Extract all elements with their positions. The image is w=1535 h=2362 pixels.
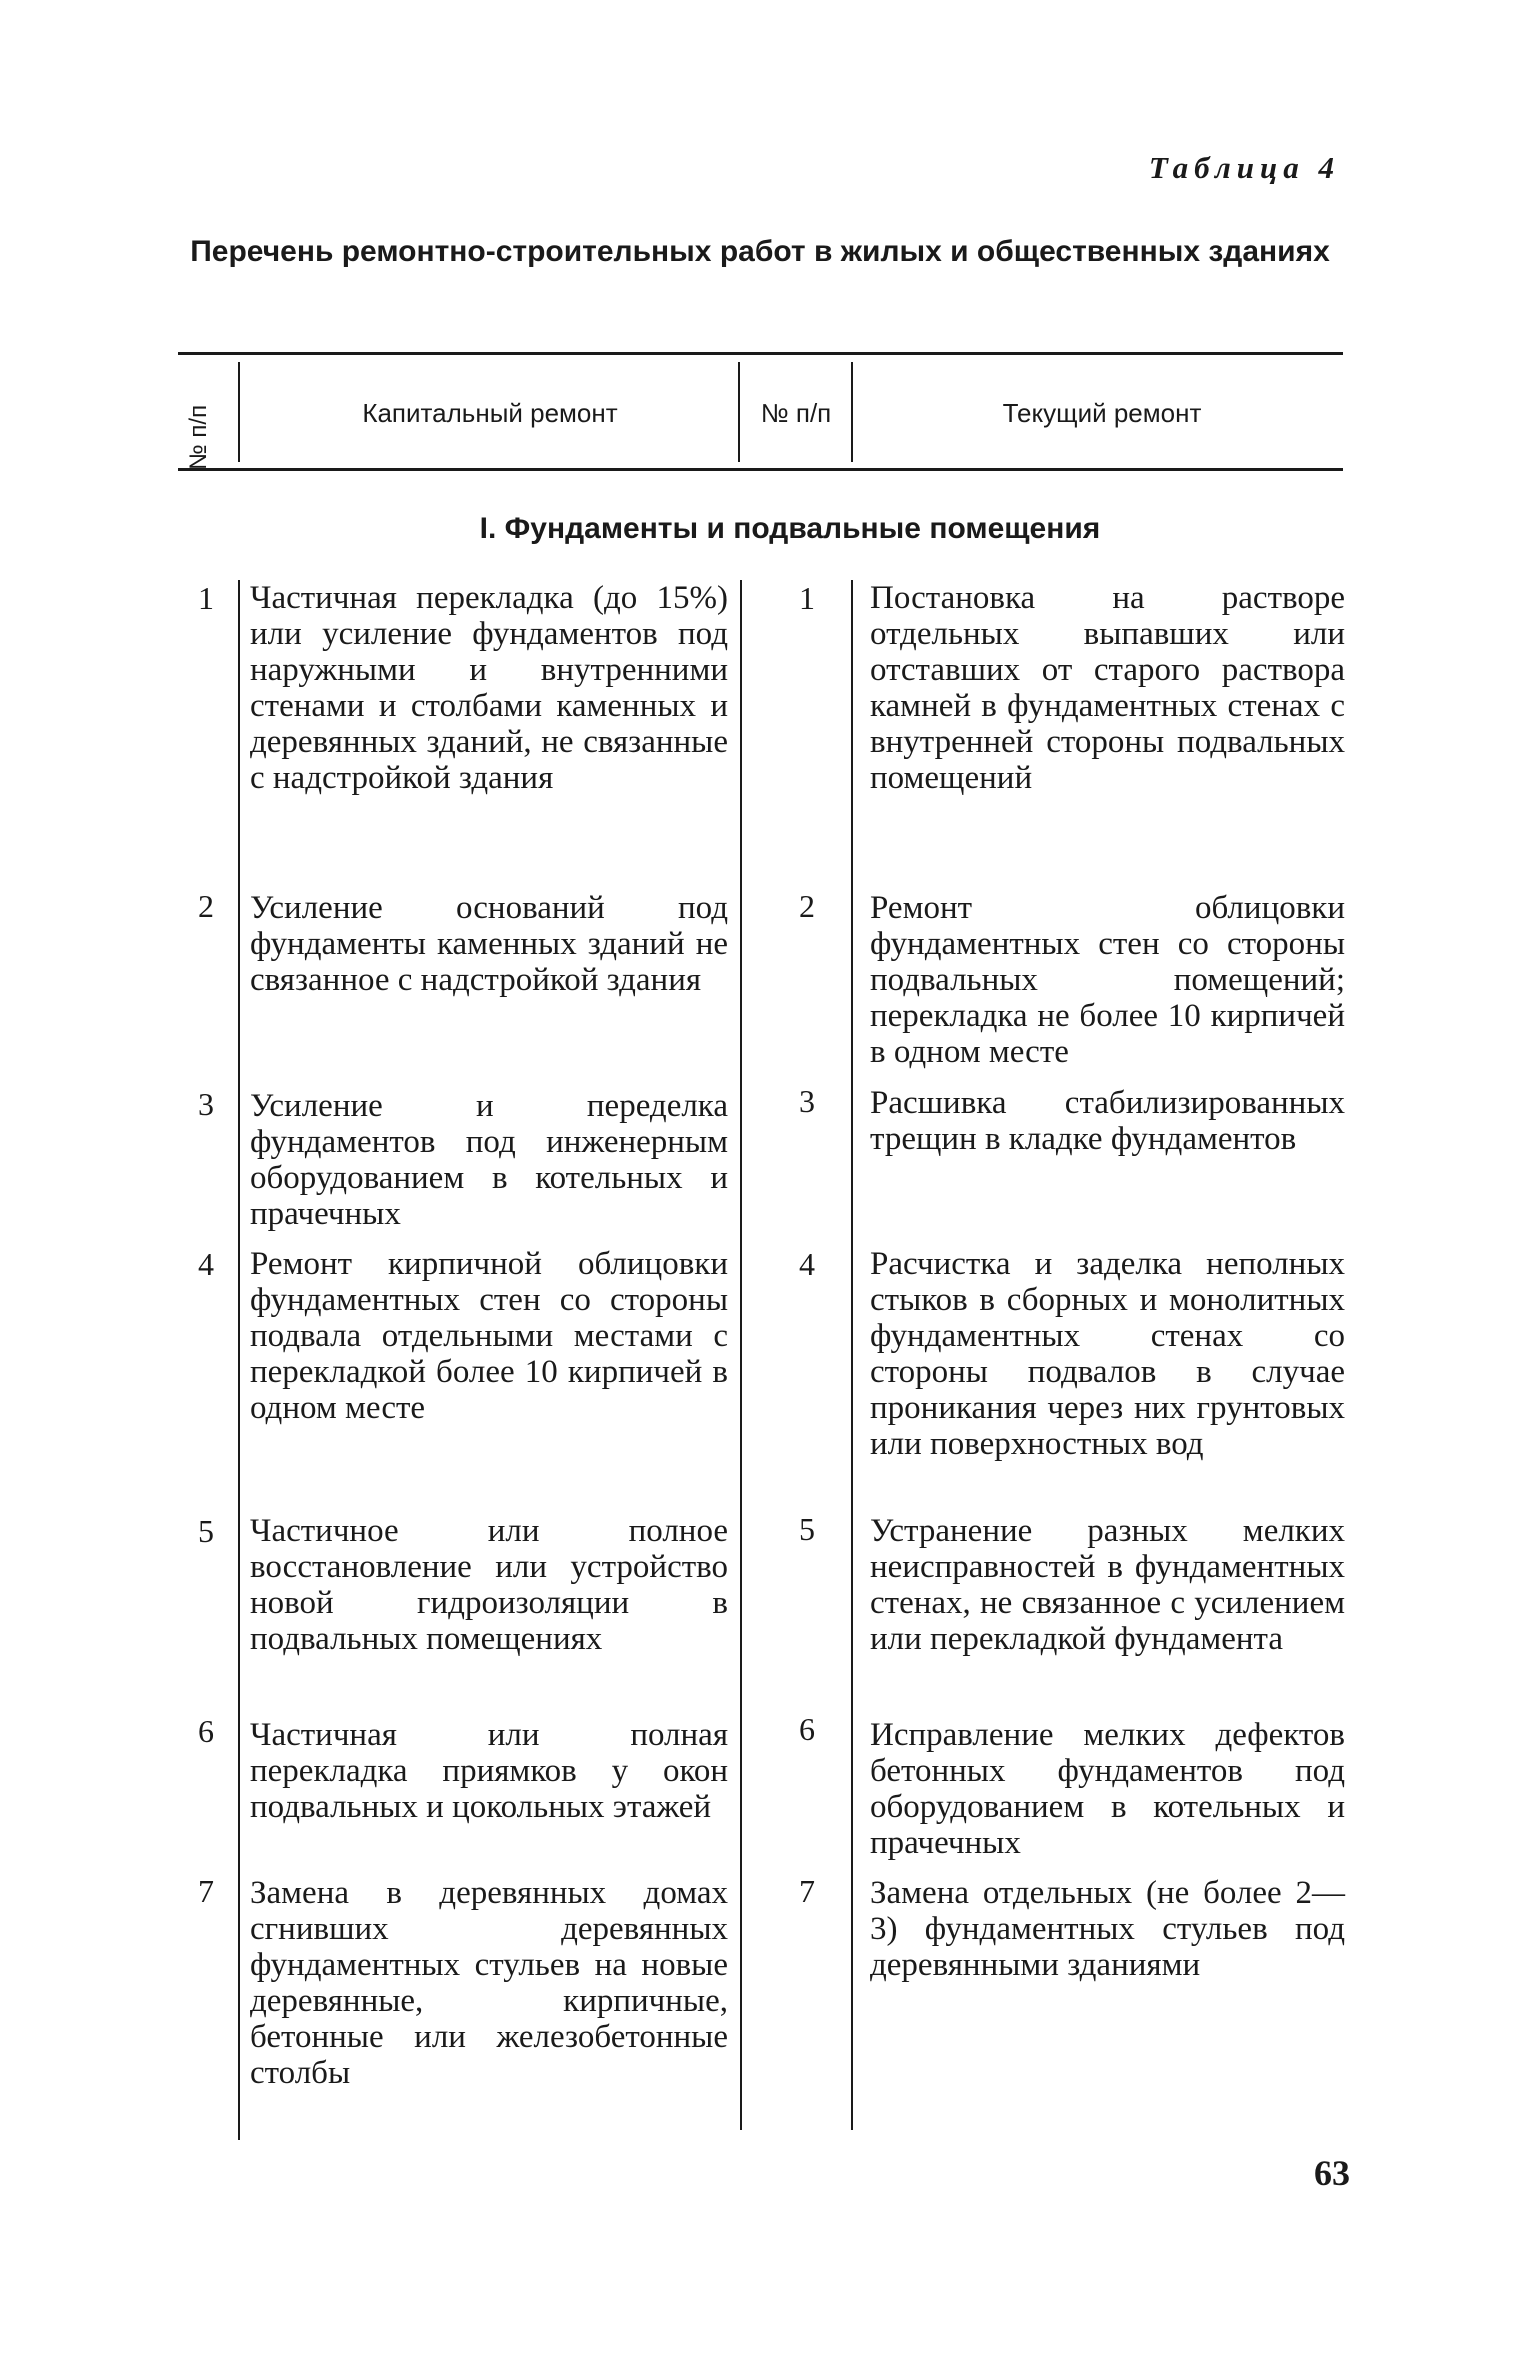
row-num-right: 2: [799, 888, 815, 924]
capital-cell: Усиление и переделка фундаментов под инженерным оборудованием в котельных и прачечных: [250, 1088, 728, 1232]
header-separator-2: [738, 362, 740, 462]
section-title: I. Фундаменты и подвальные помещения: [479, 512, 1101, 545]
row-num-right: 7: [799, 1873, 815, 1909]
row-num-right: 4: [799, 1246, 815, 1282]
header-current: Текущий ремонт: [1002, 398, 1202, 428]
capital-cell: Частичная перекладка (до 15%) или усиление фундаментов под наружными и внутренними стенами и столбами каменных и деревянных зданий, не связанные с надстройкой здания: [250, 580, 728, 796]
capital-cell: Ремонт кирпичной облицовки фундаментных стен со стороны подвала отдельными местами с перекладкой более 10 кирпичей в одном месте: [250, 1246, 728, 1426]
row-num-left: 7: [198, 1873, 214, 1909]
row-num-left: 3: [198, 1086, 214, 1122]
capital-cell: Частичное или полное восстановление или устройство новой гидроизоляции в подвальных помещениях: [250, 1513, 728, 1657]
body-separator-3: [851, 580, 853, 2130]
row-num-left: 4: [198, 1246, 214, 1282]
header-separator-3: [851, 362, 853, 462]
current-cell: Постановка на растворе отдельных выпавших или отставших от старого раствора камней в фундаментных стенах с внутренней стороны подвальных помещений: [870, 580, 1345, 796]
row-num-left: 5: [198, 1513, 214, 1549]
body-separator-1: [238, 580, 240, 2140]
table-title: Перечень ремонтно-строительных работ в жилых и общественных зданиях: [190, 235, 1330, 268]
current-cell: Расчистка и заделка неполных стыков в сборных и монолитных фундаментных стенах со стороны подвалов в случае проникания через них грунтовых или поверхностных вод: [870, 1246, 1345, 1462]
table-label: Таблица 4: [1148, 150, 1340, 185]
capital-cell: Замена в деревянных домах сгнивших деревянных фундаментных стульев на новые деревянные, кирпичные, бетонные или железобетонные столбы: [250, 1875, 728, 2091]
header-top-rule: [178, 352, 1343, 355]
header-num-left: № п/п: [185, 404, 212, 470]
row-num-right: 3: [799, 1083, 815, 1119]
header-separator-1: [238, 362, 240, 462]
row-num-right: 6: [799, 1711, 815, 1747]
capital-cell: Частичная или полная перекладка приямков у окон подвальных и цокольных этажей: [250, 1717, 728, 1825]
body-separator-2: [740, 580, 742, 2130]
row-num-left: 6: [198, 1713, 214, 1749]
page-number: 63: [1314, 2153, 1350, 2193]
current-cell: Ремонт облицовки фундаментных стен со стороны подвальных помещений; перекладка не более 10 кирпичей в одном месте: [870, 890, 1345, 1070]
current-cell: Расшивка стабилизированных трещин в кладке фундаментов: [870, 1085, 1345, 1157]
row-num-left: 1: [198, 580, 214, 616]
row-num-left: 2: [198, 888, 214, 924]
header-num-right: № п/п: [760, 398, 832, 428]
row-num-right: 5: [799, 1511, 815, 1547]
current-cell: Замена отдельных (не более 2—3) фундаментных стульев под деревянными зданиями: [870, 1875, 1345, 1983]
current-cell: Исправление мелких дефектов бетонных фундаментов под оборудованием в котельных и прачечных: [870, 1717, 1345, 1861]
capital-cell: Усиление оснований под фундаменты каменных зданий не связанное с надстройкой здания: [250, 890, 728, 998]
row-num-right: 1: [799, 580, 815, 616]
header-capital: Капитальный ремонт: [362, 398, 618, 428]
header-bottom-rule: [178, 468, 1343, 471]
current-cell: Устранение разных мелких неисправностей в фундаментных стенах, не связанное с усилением или перекладкой фундамента: [870, 1513, 1345, 1657]
